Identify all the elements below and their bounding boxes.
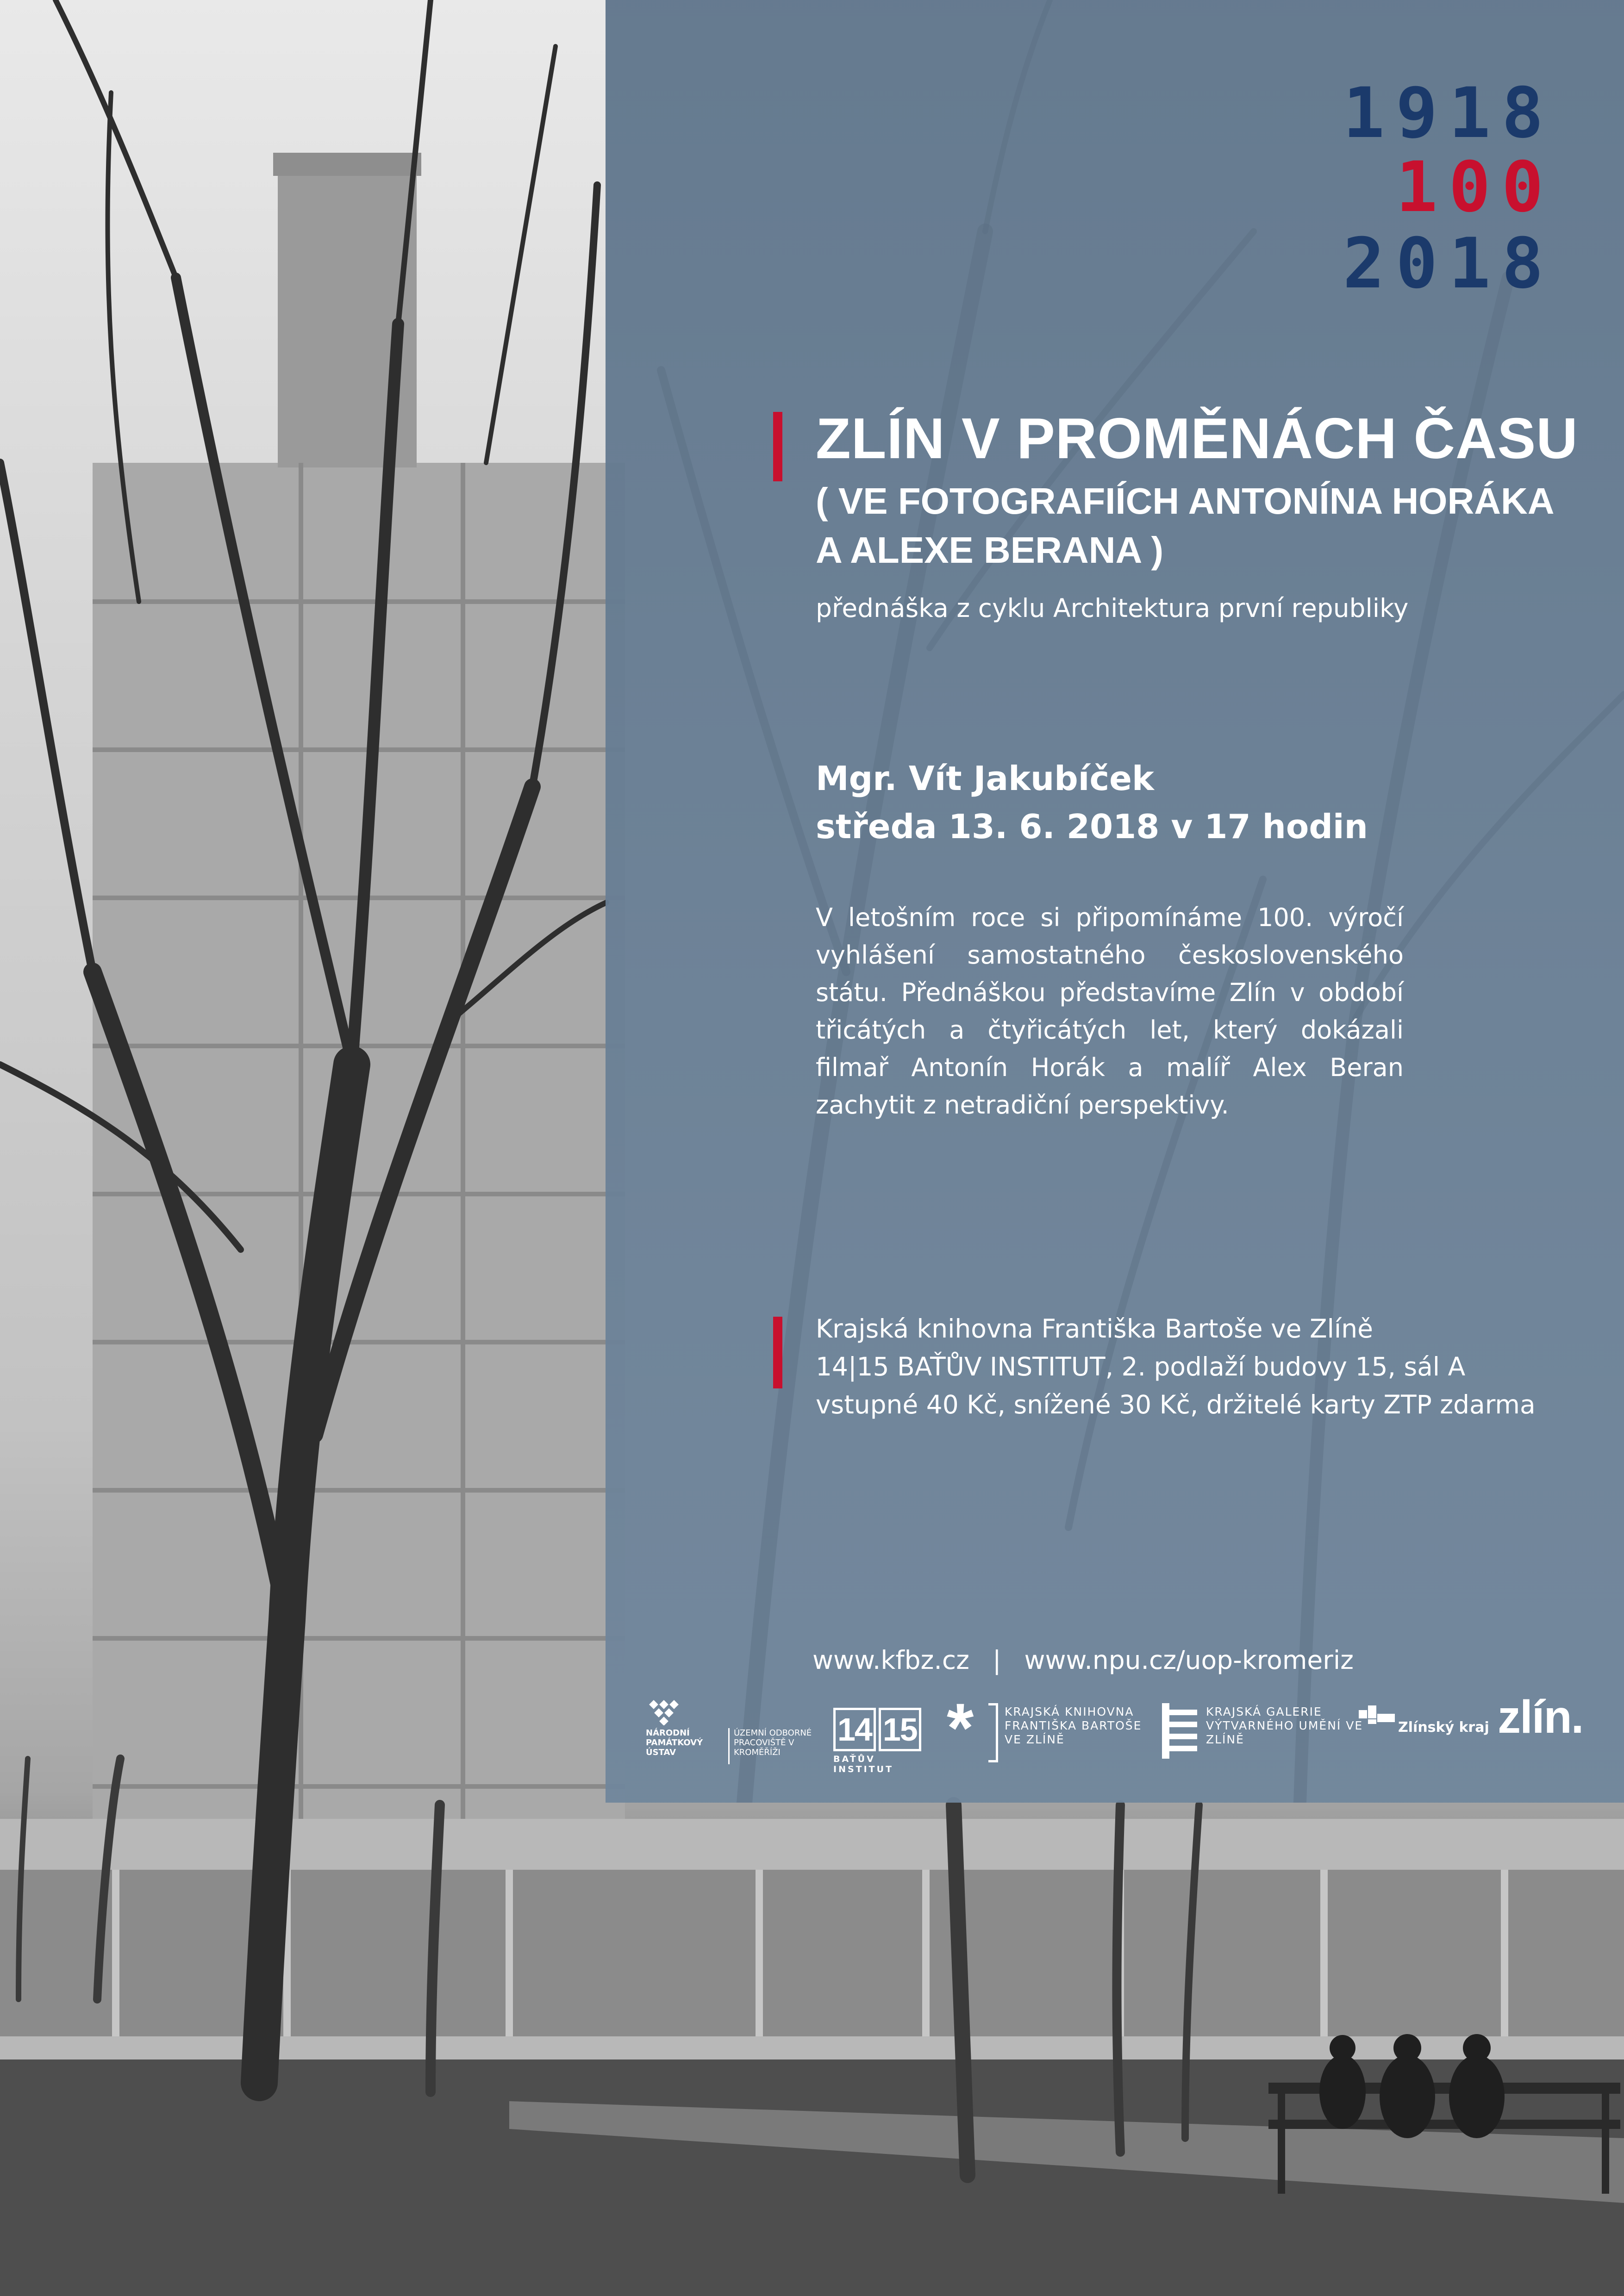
venue-line: 14|15 BAŤŮV INSTITUT, 2. podlaží budovy 15, sál A	[816, 1352, 1466, 1381]
tower-cap	[273, 153, 421, 176]
venue-accent-bar	[773, 1317, 782, 1388]
anniversary-years: 100	[1396, 147, 1555, 228]
kfbz-name: KRAJSKÁ KNIHOVNA FRANTIŠKA BARTOŠE VE ZLÍNĚ	[1005, 1705, 1142, 1746]
lecture-series: přednáška z cyklu Architektura první republiky	[816, 593, 1409, 623]
logo-batuv-institut	[833, 1708, 931, 1774]
logo-zlinsky-kraj	[1359, 1705, 1498, 1742]
title-accent-bar	[773, 412, 782, 481]
npu-emblem-icon	[646, 1699, 697, 1725]
venue-line: vstupné 40 Kč, snížené 30 Kč, držitelé karty ZTP zdarma	[816, 1390, 1536, 1419]
event-description: V letošním roce si připomínáme 100. výročí vyhlášení samostatného československého státu. Přednáškou představíme Zlín v období třicátých a čtyřicátých let, který dokázali filmař Antonín Horák a malíř Alex Beran zachytit z netradiční perspektivy.	[816, 903, 1404, 1120]
event-datetime: středa 13. 6. 2018 v 17 hodin	[816, 807, 1368, 846]
bi-subtitle: BAŤŮV INSTITUT	[833, 1754, 894, 1774]
logo-kgvu	[1162, 1703, 1361, 1763]
kgvu-name: KRAJSKÁ GALERIE VÝTVARNÉHO UMĚNÍ VE ZLÍNĚ	[1206, 1705, 1363, 1746]
link-separator: |	[992, 1645, 1001, 1675]
event-title: ZLÍN V PROMĚNÁCH ČASU	[816, 407, 1578, 471]
kraj-name: Zlínský kraj	[1398, 1719, 1489, 1736]
venue-info	[816, 1310, 1621, 1424]
link-npu[interactable]: www.npu.cz/uop-kromeriz	[1024, 1645, 1354, 1675]
venue-line: Krajská knihovna Františka Bartoše ve Zlíně	[816, 1314, 1373, 1344]
low-building-windows	[0, 1870, 1624, 2036]
logo-kfbz	[947, 1689, 1155, 1767]
anniversary-year-start: 1918	[1343, 73, 1555, 154]
npu-department: ÚZEMNÍ ODBORNÉ PRACOVIŠTĚ V KROMĚŘÍŽI	[734, 1728, 812, 1757]
npu-divider	[728, 1728, 730, 1764]
logo-npu	[646, 1699, 826, 1764]
link-kfbz[interactable]: www.kfbz.cz	[812, 1645, 969, 1675]
zlin-name: zlín.	[1498, 1691, 1583, 1743]
speaker-name: Mgr. Vít Jakubíček	[816, 759, 1154, 798]
anniversary-year-end: 2018	[1343, 224, 1555, 304]
bracket-icon	[988, 1703, 998, 1762]
web-links	[812, 1645, 1553, 1675]
kgvu-emblem-icon	[1162, 1703, 1199, 1759]
bi-number-right: 15	[879, 1708, 921, 1751]
bi-number-left: 14	[833, 1708, 876, 1751]
kraj-emblem-icon	[1359, 1705, 1396, 1738]
asterisk-icon: *	[947, 1689, 974, 1767]
logo-zlin	[1498, 1691, 1599, 1759]
npu-name: NÁRODNÍ PAMÁTKOVÝ ÚSTAV	[646, 1728, 703, 1757]
event-subtitle: ( VE FOTOGRAFIÍCH ANTONÍNA HORÁKA A ALEXE BERANA )	[816, 480, 1555, 571]
